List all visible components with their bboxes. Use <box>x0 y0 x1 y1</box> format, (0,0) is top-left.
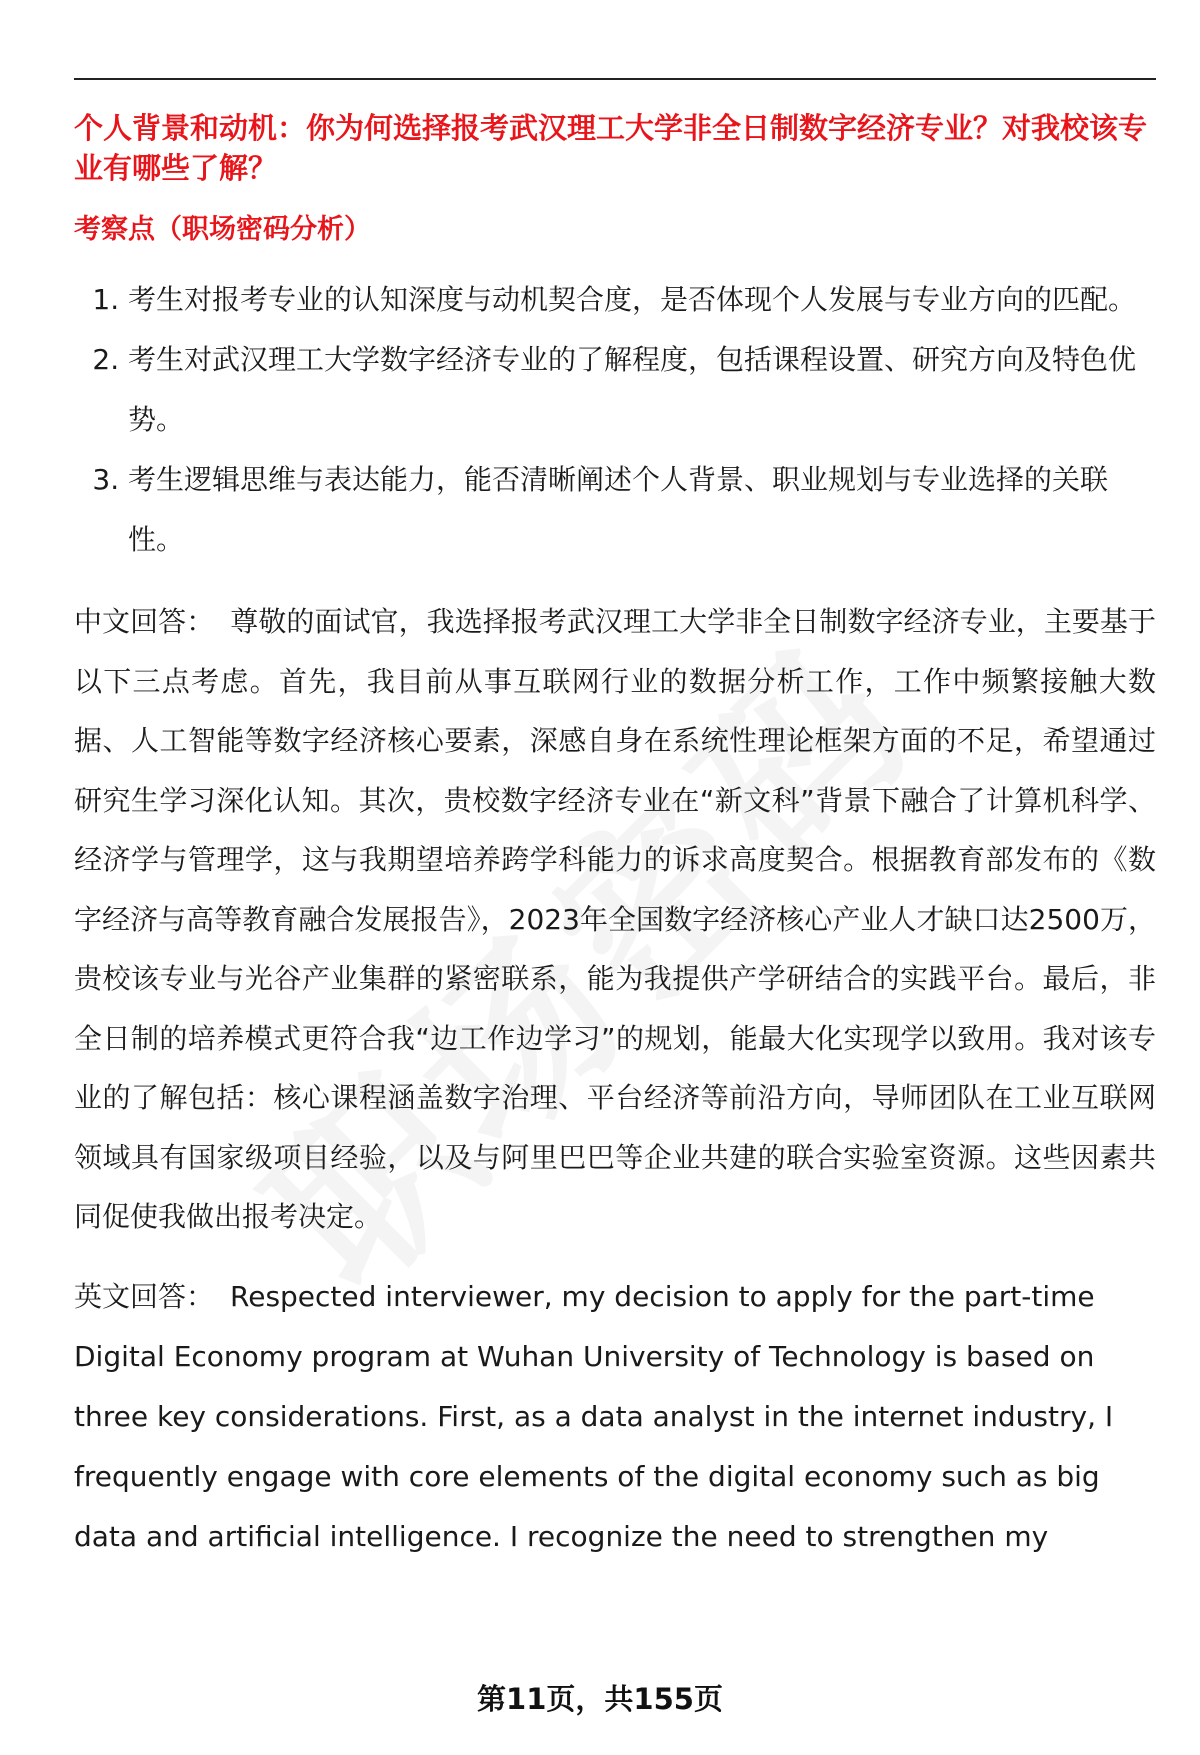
english-answer <box>74 1267 1156 1567</box>
question-heading: 个人背景和动机：你为何选择报考武汉理工大学非全日制数字经济专业？对我校该专业有哪些了解？ <box>74 111 1148 185</box>
list-item: 2. 考生对武汉理工大学数字经济专业的了解程度，包括课程设置、研究方向及特色优势。 <box>128 330 1156 450</box>
page-number: 第11页，共155页 <box>477 1682 723 1716</box>
chinese-answer <box>74 592 1156 1247</box>
english-answer-label: 英文回答： <box>74 1279 215 1313</box>
english-answer-text: Respected interviewer, my decision to apply for the part-time Digital Economy program at Wuhan University of Technology is based on three key considerations. First, as a data analyst in the internet industry, I frequently engage with core elements of the digital economy such as big data and artificial intelligence. I recognize the need to strengthen my <box>74 1279 1114 1553</box>
analysis-label: 考察点（职场密码分析） <box>74 214 371 245</box>
list-item: 1. 考生对报考专业的认知深度与动机契合度，是否体现个人发展与专业方向的匹配。 <box>128 270 1156 330</box>
document-body <box>74 108 1156 1567</box>
analysis-points-list <box>74 270 1156 570</box>
list-item: 3. 考生逻辑思维与表达能力，能否清晰阐述个人背景、职业规划与专业选择的关联性。 <box>128 450 1156 570</box>
chinese-answer-label: 中文回答： <box>74 605 215 638</box>
header-rule <box>74 78 1156 80</box>
chinese-answer-text: 尊敬的面试官，我选择报考武汉理工大学非全日制数字经济专业，主要基于以下三点考虑。首先，我目前从事互联网行业的数据分析工作，工作中频繁接触大数据、人工智能等数字经济核心要素，深感自身在系统性理论框架方面的不足，希望通过研究生学习深化认知。其次，贵校数字经济专业在“新文科”背景下融合了计算机科学、经济学与管理学，这与我期望培养跨学科能力的诉求高度契合。根据教育部发布的《数字经济与高等教育融合发展报告》，2023年全国数字经济核心产业人才缺口达2500万，贵校该专业与光谷产业集群的紧密联系，能为我提供产学研结合的实践平台。最后，非全日制的培养模式更符合我“边工作边学习”的规划，能最大化实现学以致用。我对该专业的了解包括：核心课程涵盖数字治理、平台经济等前沿方向，导师团队在工业互联网领域具有国家级项目经验，以及与阿里巴巴等企业共建的联合实验室资源。这些因素共同促使我做出报考决定。 <box>74 605 1156 1233</box>
